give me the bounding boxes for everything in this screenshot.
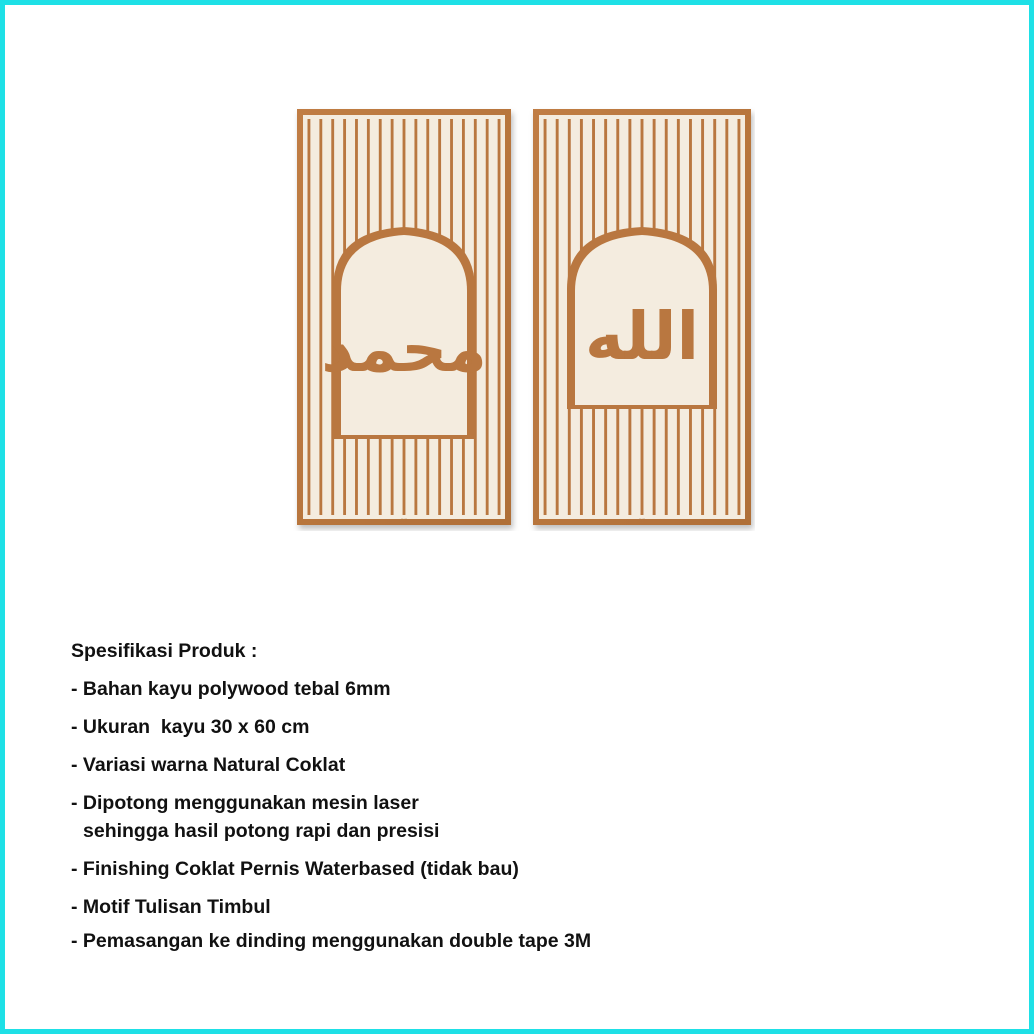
spec-text: - Bahan kayu polywood tebal 6mm <box>71 678 391 700</box>
calligraphy-muhammad: محمد <box>321 313 487 387</box>
spec-item-mounting <box>71 927 971 955</box>
wood-slat <box>544 119 547 515</box>
calligraphy-allah: الله <box>584 298 700 375</box>
product-specifications <box>71 637 971 965</box>
wood-slat <box>725 119 728 515</box>
spec-item-cutting <box>71 789 971 845</box>
wood-slat <box>498 119 501 515</box>
panel-mark: ····· <box>638 516 646 521</box>
wood-slat <box>556 119 559 515</box>
spec-text: - Pemasangan ke dinding menggunakan double tape 3M <box>71 930 592 952</box>
wood-slat <box>308 119 311 515</box>
spec-heading: Spesifikasi Produk : <box>71 640 258 662</box>
panel-mark: ····· <box>400 516 408 521</box>
spec-text: - Dipotong menggunakan mesin laser <box>71 792 419 814</box>
spec-text: - Ukuran kayu 30 x 60 cm <box>71 716 310 738</box>
spec-item-color <box>71 751 971 779</box>
wood-slat <box>737 119 740 515</box>
spec-item-finishing <box>71 855 971 883</box>
product-photo <box>293 105 755 531</box>
spec-item-size <box>71 713 971 741</box>
spec-item-material <box>71 675 971 703</box>
spec-list <box>71 675 971 955</box>
wall-panel-left <box>297 109 511 525</box>
spec-text: - Motif Tulisan Timbul <box>71 896 271 918</box>
wall-panel-right <box>533 109 751 525</box>
spec-text: - Finishing Coklat Pernis Waterbased (tidak bau) <box>71 858 519 880</box>
spec-text-continued: sehingga hasil potong rapi dan presisi <box>83 820 440 842</box>
spec-text: - Variasi warna Natural Coklat <box>71 754 346 776</box>
spec-item-motif <box>71 893 971 921</box>
